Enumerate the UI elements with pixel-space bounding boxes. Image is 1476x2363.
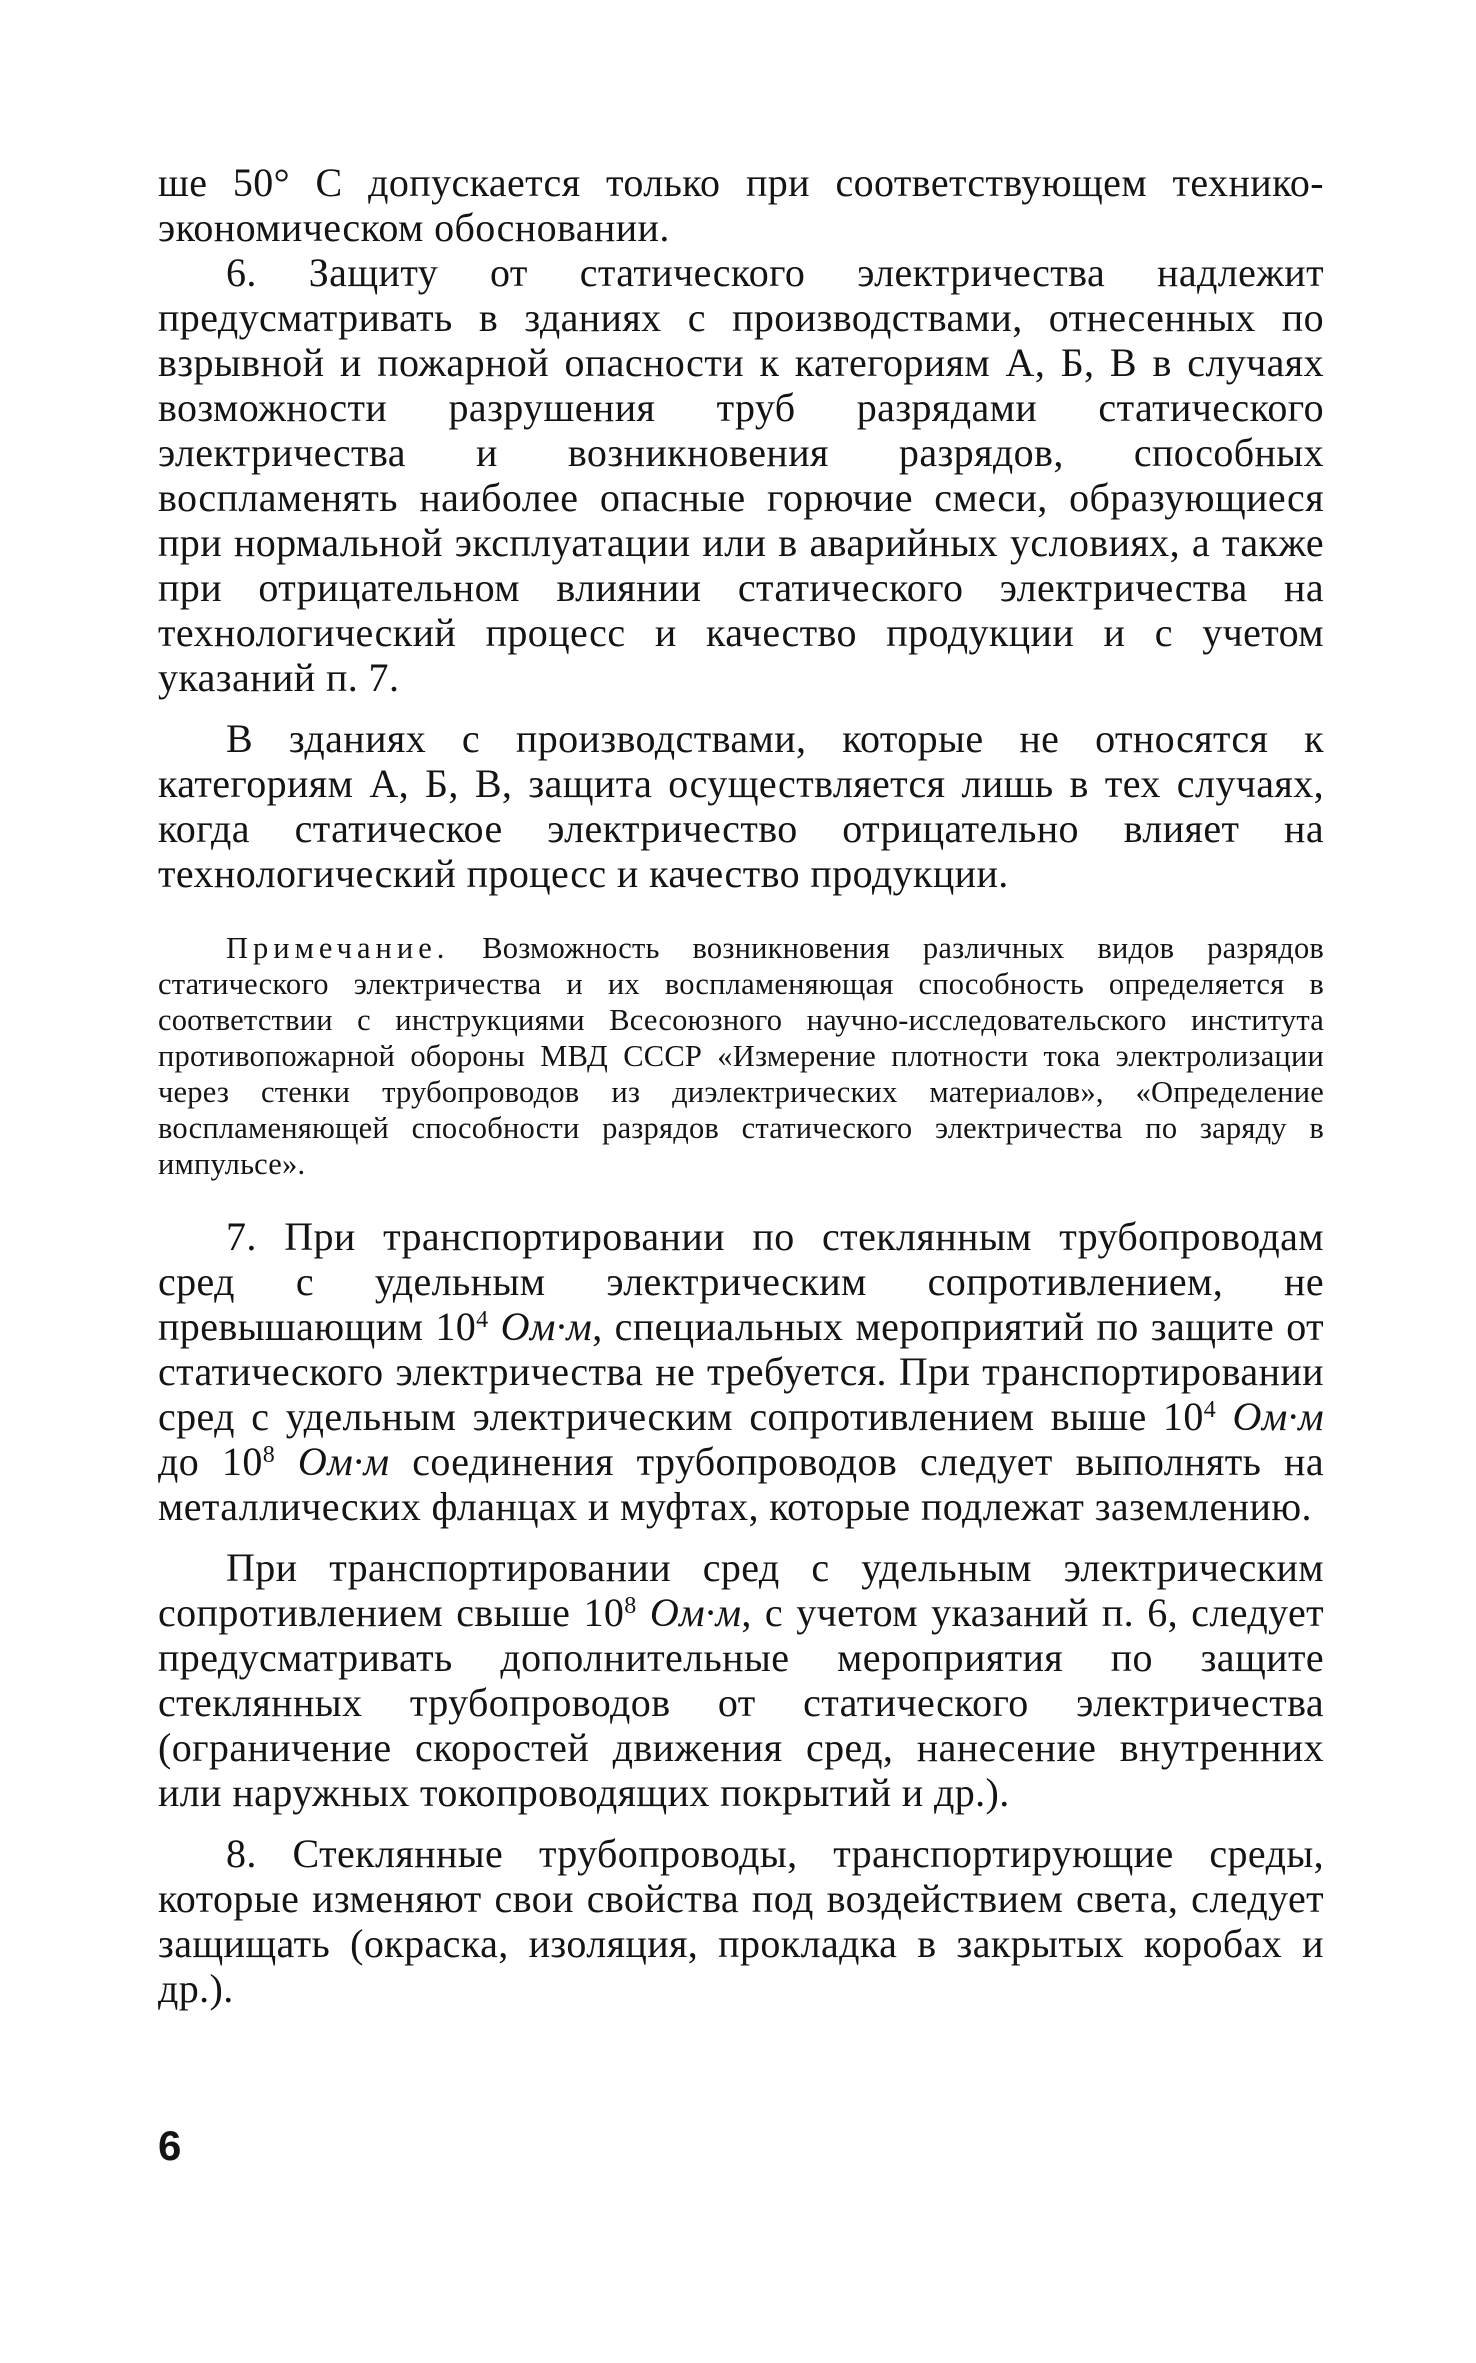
note bbox=[158, 930, 1324, 1182]
paragraph-item-6: 6. Защиту от статического электричества надлежит предусматривать в зданиях с производствами, отнесенных по взрывной и пожарной опасности к категориям А, Б, В в случаях возможности разрушения труб разрядами статического электричества и возникновения разрядов, способных воспламенять наиболее опасные горючие смеси, образующиеся при нормальной эксплуатации или в аварийных условиях, а также при отрицательном влиянии статического электричества на технологический процесс и качество продукции и с учетом указаний п. 7. bbox=[158, 250, 1324, 700]
paragraph-item-7-continued: При транспортировании сред с удельным электрическим сопротивлением свыше $10^8$ Ом·м, с учетом указаний п. 6, следует предусматривать дополнительные мероприятия по защите стеклянных трубопроводов от статического электричества (ограничение скоростей движения сред, нанесение внутренних или наружных токопроводящих покрытий и др.). bbox=[158, 1545, 1324, 1815]
page-body bbox=[158, 160, 1324, 2011]
note-label: Примечание. bbox=[226, 931, 450, 965]
page-number: 6 bbox=[158, 2122, 182, 2169]
paragraph-continuation: ше 50° С допускается только при соответствующем технико-экономическом обосновании. bbox=[158, 160, 1324, 250]
paragraph-item-6-continued: В зданиях с производствами, которые не относятся к категориям А, Б, В, защита осуществляется лишь в тех случаях, когда статическое электричество отрицательно влияет на технологический процесс и качество продукции. bbox=[158, 716, 1324, 896]
note-text: Возможность возникновения различных видов разрядов статического электричества и их воспламеняющая способность определяется в соответствии с инструкциями Всесоюзного научно-исследовательского института противопожарной обороны МВД СССР «Измерение плотности тока электролизации через стенки трубопроводов из диэлектрических материалов», «Определение воспламеняющей способности разрядов статического электричества по заряду в импульсе». bbox=[158, 931, 1324, 1181]
paragraph-item-8: 8. Стеклянные трубопроводы, транспортирующие среды, которые изменяют свои свойства под воздействием света, следует защищать (окраска, изоляция, прокладка в закрытых коробах и др.). bbox=[158, 1831, 1324, 2011]
paragraph-item-7: 7. При транспортировании по стеклянным трубопроводам сред с удельным электрическим сопротивлением, не превышающим $10^4$ Ом·м, специальных мероприятий по защите от статического электричества не требуется. При транспортировании сред с удельным электрическим сопротивлением выше $10^4$ Ом·м до $10^8$ Ом·м соединения трубопроводов следует выполнять на металлических фланцах и муфтах, которые подлежат заземлению. bbox=[158, 1214, 1324, 1529]
